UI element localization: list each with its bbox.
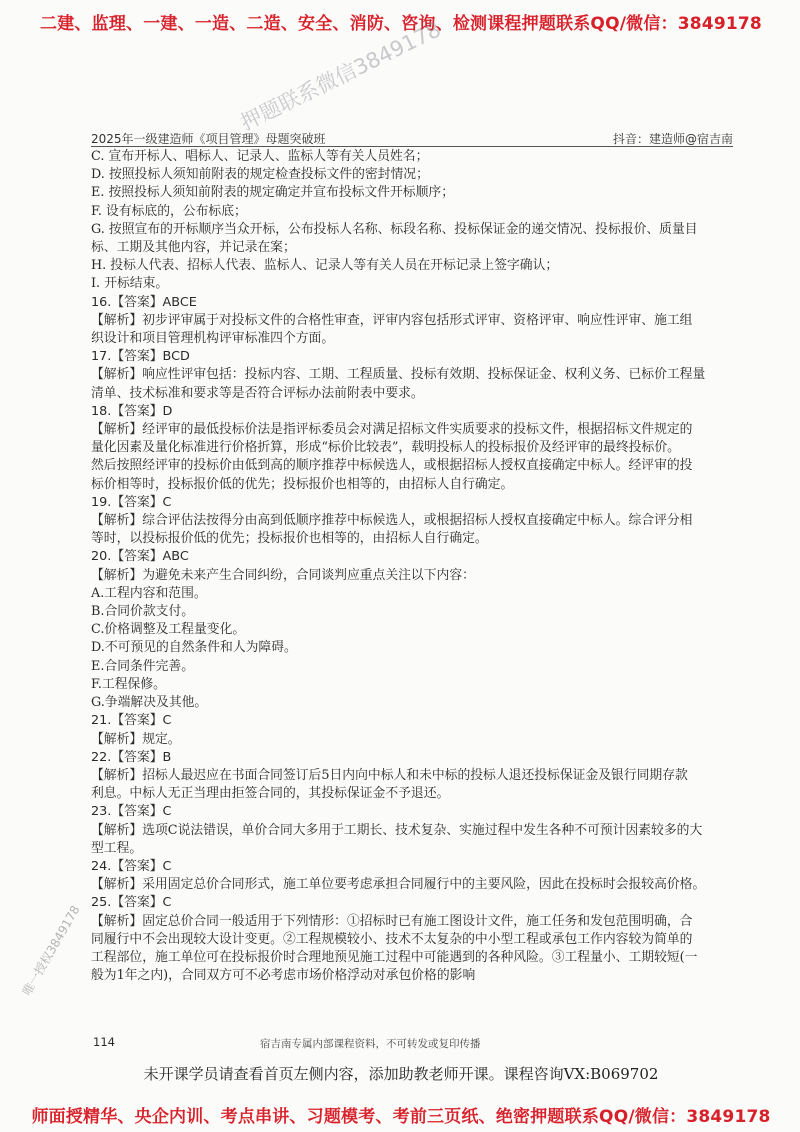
diagonal-watermark: 押题联系微信3849178 bbox=[236, 17, 445, 136]
text-line: H. 投标人代表、招标人代表、监标人、记录人等有关人员在开标记录上签字确认； bbox=[91, 258, 559, 274]
side-watermark: 唯一授权3849178 bbox=[19, 903, 83, 998]
footer-contact: 未开课学员请查看首页左侧内容，添加助教老师开课。课程咨询VX:B069702 bbox=[143, 1065, 659, 1083]
text-line: 【解析】初步评审属于对投标文件的合格性审查，评审内容包括形式评审、资格评审、响应性评审、施工组 bbox=[91, 312, 693, 328]
text-line: I. 开标结束。 bbox=[91, 276, 169, 292]
text-line: 利息。中标人无正当理由拒签合同的，其投标保证金不予退还。 bbox=[91, 786, 450, 802]
top-promo-banner: 二建、监理、一建、一造、二造、安全、消防、咨询、检测课程押题联系QQ/微信：3849178 bbox=[40, 14, 762, 34]
text-line: 工程部位，施工单位可在投标报价时合理地预见施工过程中可能遇到的各种风险。③工程量小、工期较短(一 bbox=[91, 949, 698, 965]
text-line: 标、工期及其他内容，并记录在案； bbox=[91, 240, 296, 256]
page-number: 114 bbox=[93, 1035, 115, 1049]
text-line: A.工程内容和范围。 bbox=[91, 585, 207, 601]
text-line: 【解析】招标人最迟应在书面合同签订后5日内向中标人和未中标的投标人退还投标保证金及银行同期存款 bbox=[91, 767, 688, 783]
text-line: E.合同条件完善。 bbox=[91, 658, 194, 674]
text-line: 【解析】规定。 bbox=[91, 731, 181, 747]
text-line: E. 按照投标人须知前附表的规定确定并宣布投标文件开标顺序； bbox=[91, 185, 454, 201]
text-line: 【解析】响应性评审包括：投标内容、工期、工程质量、投标有效期、投标保证金、权利义务、已标价工程量 bbox=[91, 367, 706, 383]
text-line: G.争端解决及其他。 bbox=[91, 695, 208, 711]
text-line: 20.【答案】ABC bbox=[91, 549, 189, 565]
text-line: 同履行中不会出现较大设计变更。②工程规模较小、技术不太复杂的中小型工程或承包工作内容较为简单的 bbox=[91, 931, 693, 947]
bottom-promo-banner: 师面授精华、央企内训、考点串讲、习题模考、考前三页纸、绝密押题联系QQ/微信：3849178 bbox=[31, 1107, 771, 1127]
text-line: 19.【答案】C bbox=[91, 494, 172, 510]
text-line: D.不可预见的自然条件和人为障碍。 bbox=[91, 640, 297, 656]
text-line: G. 按照宣布的开标顺序当众开标，公布投标人名称、标段名称、投标保证金的递交情况、投标报价、质量目 bbox=[91, 221, 698, 237]
text-line: 织设计和项目管理机构评审标准四个方面。 bbox=[91, 331, 335, 347]
header-divider bbox=[91, 146, 733, 147]
text-line: 【解析】经评审的最低投标价法是指评标委员会对满足招标文件实质要求的投标文件，根据招标文件规定的 bbox=[91, 422, 693, 438]
text-line: 18.【答案】D bbox=[91, 403, 173, 419]
text-line: 标价相等时，投标报价低的优先；投标报价也相等的，由招标人自行确定。 bbox=[91, 476, 514, 492]
text-line: 量化因素及量化标准进行价格折算，形成“标价比较表”，载明投标人的投标报价及经评审的最终投标价。 bbox=[91, 440, 680, 456]
footer-note: 宿吉南专属内部课程资料，不可转发或复印传播 bbox=[260, 1038, 481, 1050]
text-line: 般为1年之内)，合同双方可不必考虑市场价格浮动对承包价格的影响 bbox=[91, 968, 476, 984]
text-line: C.价格调整及工程量变化。 bbox=[91, 622, 246, 638]
text-line: 【解析】综合评估法按得分由高到低顺序推荐中标候选人，或根据招标人授权直接确定中标人。综合评分相 bbox=[91, 513, 693, 529]
text-line: 【解析】采用固定总价合同形式，施工单位要考虑承担合同履行中的主要风险，因此在投标时会报较高价格。 bbox=[91, 877, 706, 893]
text-line: 24.【答案】C bbox=[91, 858, 172, 874]
text-line: 22.【答案】B bbox=[91, 749, 172, 765]
header-author: 抖音：建造师@宿吉南 bbox=[612, 132, 733, 146]
text-line: 23.【答案】C bbox=[91, 804, 172, 820]
text-line: 清单、技术标准和要求等是否符合评标办法前附表中要求。 bbox=[91, 385, 424, 401]
text-line: 25.【答案】C bbox=[91, 895, 172, 911]
text-line: 21.【答案】C bbox=[91, 713, 172, 729]
text-line: 【解析】选项C说法错误，单价合同大多用于工期长、技术复杂、实施过程中发生各种不可预计因素较多的大 bbox=[91, 822, 703, 838]
text-line: F. 设有标底的，公布标底； bbox=[91, 203, 247, 219]
text-line: 型工程。 bbox=[91, 840, 143, 856]
text-line: F.工程保修。 bbox=[91, 676, 166, 692]
text-line: 【解析】固定总价合同一般适用于下列情形：①招标时已有施工图设计文件，施工任务和发包范围明确，合 bbox=[91, 913, 693, 929]
header-title: 2025年一级建造师《项目管理》母题突破班 bbox=[91, 132, 326, 146]
answer-content bbox=[91, 148, 716, 985]
text-line: C. 宣布开标人、唱标人、记录人、监标人等有关人员姓名； bbox=[91, 149, 429, 164]
text-line: D. 按照投标人须知前附表的规定检查投标文件的密封情况； bbox=[91, 167, 429, 183]
text-line: 17.【答案】BCD bbox=[91, 349, 190, 365]
text-line: 【解析】为避免未来产生合同纠纷，合同谈判应重点关注以下内容： bbox=[91, 567, 475, 583]
text-line: 16.【答案】ABCE bbox=[91, 294, 197, 310]
text-line: 然后按照经评审的投标价由低到高的顺序推荐中标候选人，或根据招标人授权直接确定中标人。经评审的投 bbox=[91, 458, 693, 474]
text-line: 等时，以投标报价低的优先；投标报价也相等的，由招标人自行确定。 bbox=[91, 531, 488, 547]
text-line: B.合同价款支付。 bbox=[91, 604, 195, 620]
